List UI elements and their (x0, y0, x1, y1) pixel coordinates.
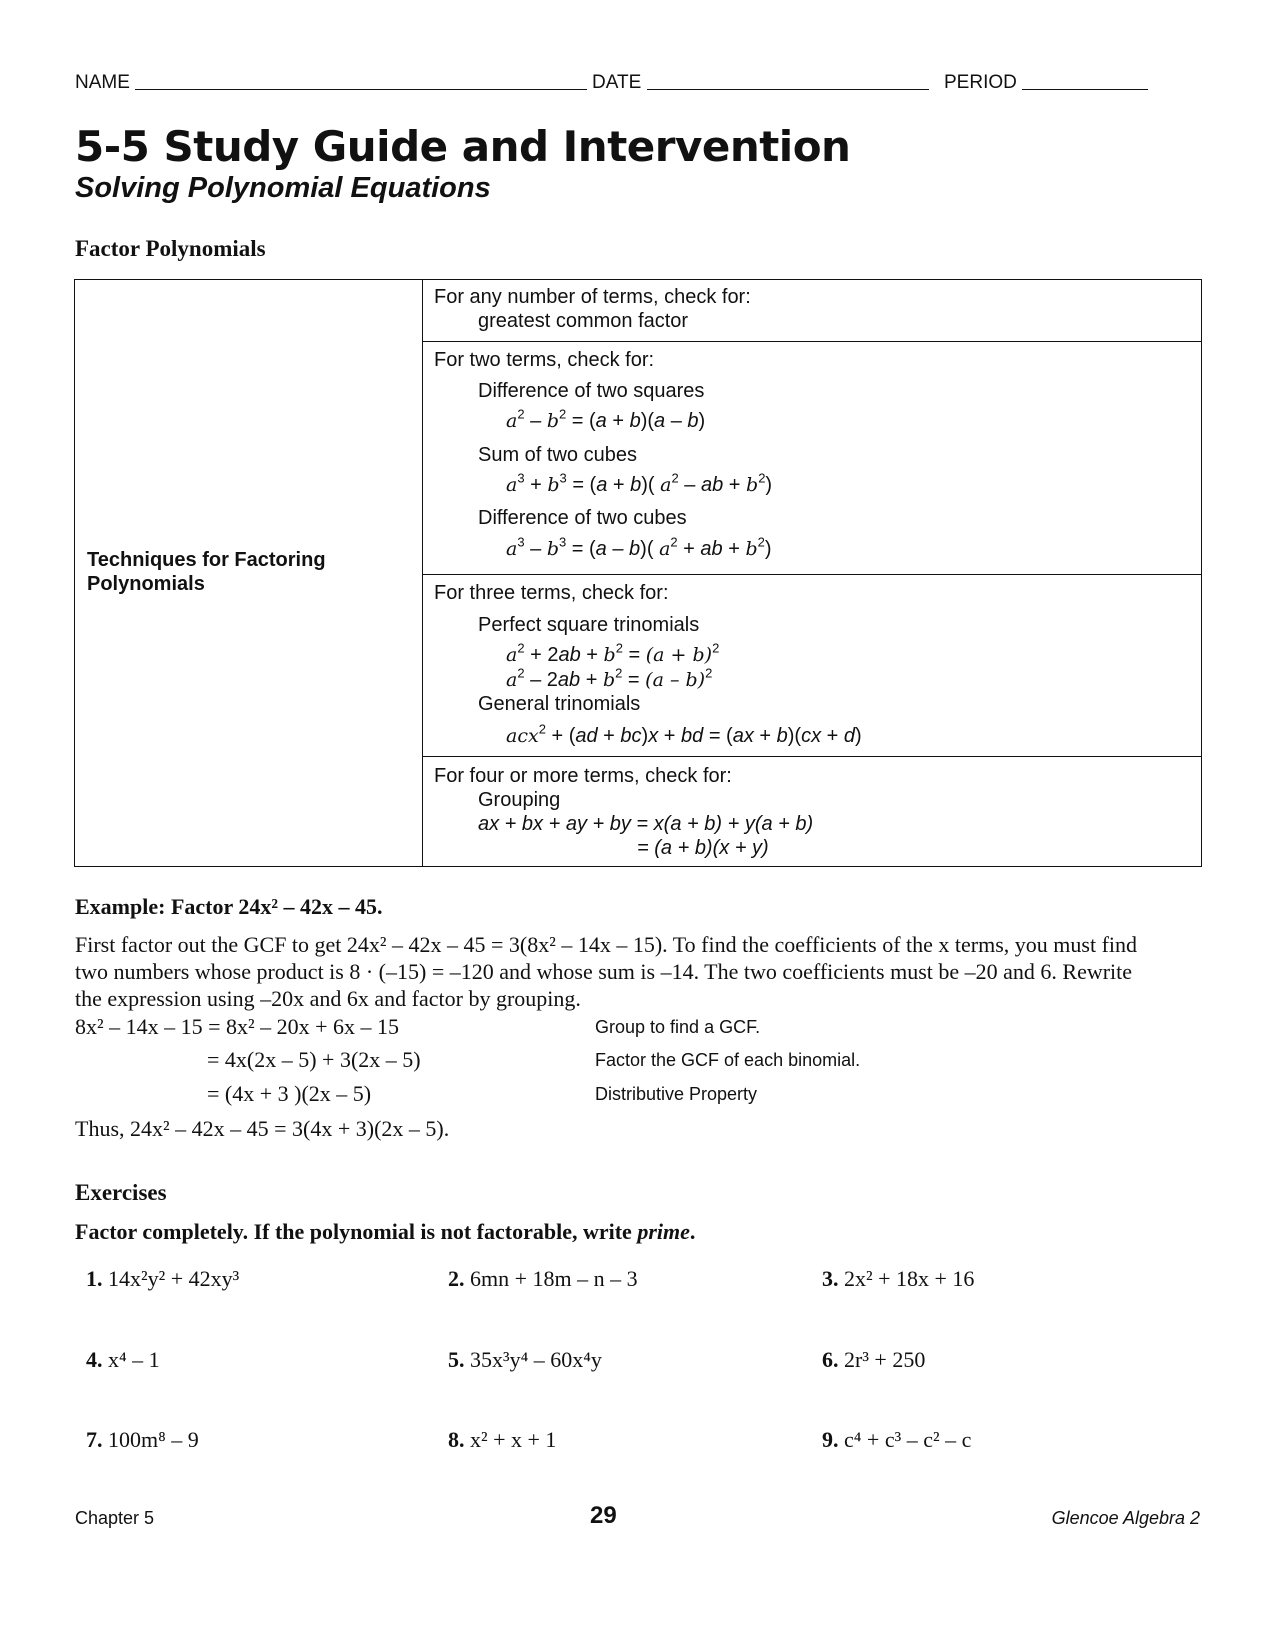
step-expression: = (4x + 3 )(2x – 5) (207, 1081, 372, 1106)
table-row-four-terms (423, 757, 1201, 865)
problem-expression: 2x² + 18x + 16 (844, 1266, 975, 1291)
problem-number: 3. (822, 1266, 839, 1291)
step-note: Factor the GCF of each binomial. (595, 1050, 861, 1070)
problem-number: 9. (822, 1427, 839, 1452)
row-item: greatest common factor (478, 310, 689, 332)
directions-text: Factor completely. If the polynomial is not factorable, write (75, 1219, 638, 1244)
sum-of-cubes-formula: $a^3 + b^3 = (a + b)$( $a^2$ – ab + $b^2$) (506, 470, 773, 496)
exercise-problem (822, 1427, 971, 1453)
problem-expression: x⁴ – 1 (108, 1347, 160, 1372)
directions-end: . (689, 1219, 696, 1244)
exercise-problem (86, 1266, 239, 1292)
exercise-problem (448, 1347, 602, 1373)
row-heading: For two terms, check for: (434, 349, 655, 371)
exercise-problem (448, 1266, 638, 1292)
exercise-problem (86, 1347, 160, 1373)
difference-of-squares-label: Difference of two squares (478, 380, 705, 402)
footer-book-title: Glencoe Algebra 2 (1051, 1508, 1200, 1528)
paragraph-line: the expression using –20x and 6x and factor by grouping. (75, 986, 581, 1011)
perfect-square-label: Perfect square trinomials (478, 614, 700, 636)
name-field[interactable] (75, 72, 587, 94)
paragraph-line: two numbers whose product is 8 · (–15) = –120 and whose sum is –14. The two coefficients must be –20 and 6. Rewrite (75, 959, 1133, 984)
date-field[interactable] (592, 72, 929, 94)
problem-expression: 35x³y⁴ – 60x⁴y (470, 1347, 602, 1372)
row-heading: For any number of terms, check for: (434, 286, 751, 308)
directions-keyword: prime (637, 1219, 690, 1244)
problem-expression: 6mn + 18m – n – 3 (470, 1266, 638, 1291)
grouping-label: Grouping (478, 789, 561, 811)
step-expression: = 4x(2x – 5) + 3(2x – 5) (207, 1047, 421, 1072)
exercise-problem (448, 1427, 556, 1453)
perfect-square-formula-minus: $a^2 - 2ab + b^2 = (a - b)^2$ (506, 665, 713, 691)
paragraph-line: First factor out the GCF to get 24x² – 42x – 45 = 3(8x² – 14x – 15). To find the coefficients of the x terms, you must find (75, 932, 1138, 957)
general-trinomials-formula: acx$^2$ + (ad + bc)x + bd = (ax + b)(cx + d) (506, 721, 862, 747)
section-title: Factor Polynomials (75, 236, 266, 261)
problem-number: 5. (448, 1347, 465, 1372)
problem-number: 6. (822, 1347, 839, 1372)
general-trinomials-label: General trinomials (478, 693, 641, 715)
problem-expression: c⁴ + c³ – c² – c (844, 1427, 972, 1452)
period-label: PERIOD (944, 72, 1017, 93)
problem-number: 2. (448, 1266, 465, 1291)
step-note: Group to find a GCF. (595, 1017, 761, 1037)
name-label: NAME (75, 72, 130, 93)
factoring-table (74, 279, 1202, 867)
problem-number: 1. (86, 1266, 103, 1291)
footer-page-number: 29 (590, 1502, 617, 1529)
exercises-directions (75, 1219, 695, 1245)
exercise-problem (822, 1266, 974, 1292)
exercises-heading: Exercises (75, 1180, 167, 1205)
sum-of-cubes-label: Sum of two cubes (478, 444, 637, 466)
grouping-formula: ax + bx + ay + by = x(a + b) + y(a + b) (478, 813, 814, 835)
problem-number: 8. (448, 1427, 465, 1452)
exercise-problem (822, 1347, 925, 1373)
problem-number: 4. (86, 1347, 103, 1372)
table-row-three-terms (423, 575, 1201, 757)
difference-of-squares-formula: $a^2 - b^2 = (a + b)(a - b)$ (506, 406, 706, 432)
problem-expression: 2r³ + 250 (844, 1347, 926, 1372)
date-label: DATE (592, 72, 642, 93)
difference-of-cubes-label: Difference of two cubes (478, 507, 687, 529)
table-row-any-terms (423, 280, 1201, 342)
grouping-formula-result: = (a + b)(x + y) (637, 837, 769, 859)
period-blank[interactable] (1022, 75, 1148, 90)
difference-of-cubes-formula: $a^3 - b^3 = (a - b)$( $a^2$ + ab + $b^2$) (506, 534, 772, 560)
example-conclusion: Thus, 24x² – 42x – 45 = 3(4x + 3)(2x – 5). (75, 1116, 450, 1141)
page-subtitle: Solving Polynomial Equations (75, 172, 491, 204)
example-problem: Factor 24x² – 42x – 45. (170, 894, 383, 919)
exercise-problem (86, 1427, 199, 1453)
step-note: Distributive Property (595, 1084, 758, 1104)
example-heading (75, 894, 382, 920)
problem-expression: x² + x + 1 (470, 1427, 557, 1452)
date-blank[interactable] (647, 75, 929, 90)
example-label: Example: (75, 894, 166, 919)
step-expression: 8x² – 14x – 15 = 8x² – 20x + 6x – 15 (75, 1014, 400, 1039)
row-heading: For three terms, check for: (434, 582, 669, 604)
table-row-two-terms (423, 342, 1201, 575)
perfect-square-formula-plus: $a^2 + 2ab + b^2 = (a + b)^2$ (506, 640, 720, 666)
footer-chapter: Chapter 5 (75, 1508, 155, 1528)
problem-expression: 14x²y² + 42xy³ (108, 1266, 240, 1291)
table-left-label: Techniques for Factoring Polynomials (87, 549, 326, 595)
row-heading: For four or more terms, check for: (434, 765, 732, 787)
problem-number: 7. (86, 1427, 103, 1452)
table-left-cell (75, 280, 423, 866)
page-title: 5-5 Study Guide and Intervention (75, 122, 851, 171)
period-field[interactable] (944, 72, 1148, 94)
problem-expression: 100m⁸ – 9 (108, 1427, 199, 1452)
name-blank[interactable] (135, 75, 587, 90)
example-paragraph (75, 931, 1205, 1012)
